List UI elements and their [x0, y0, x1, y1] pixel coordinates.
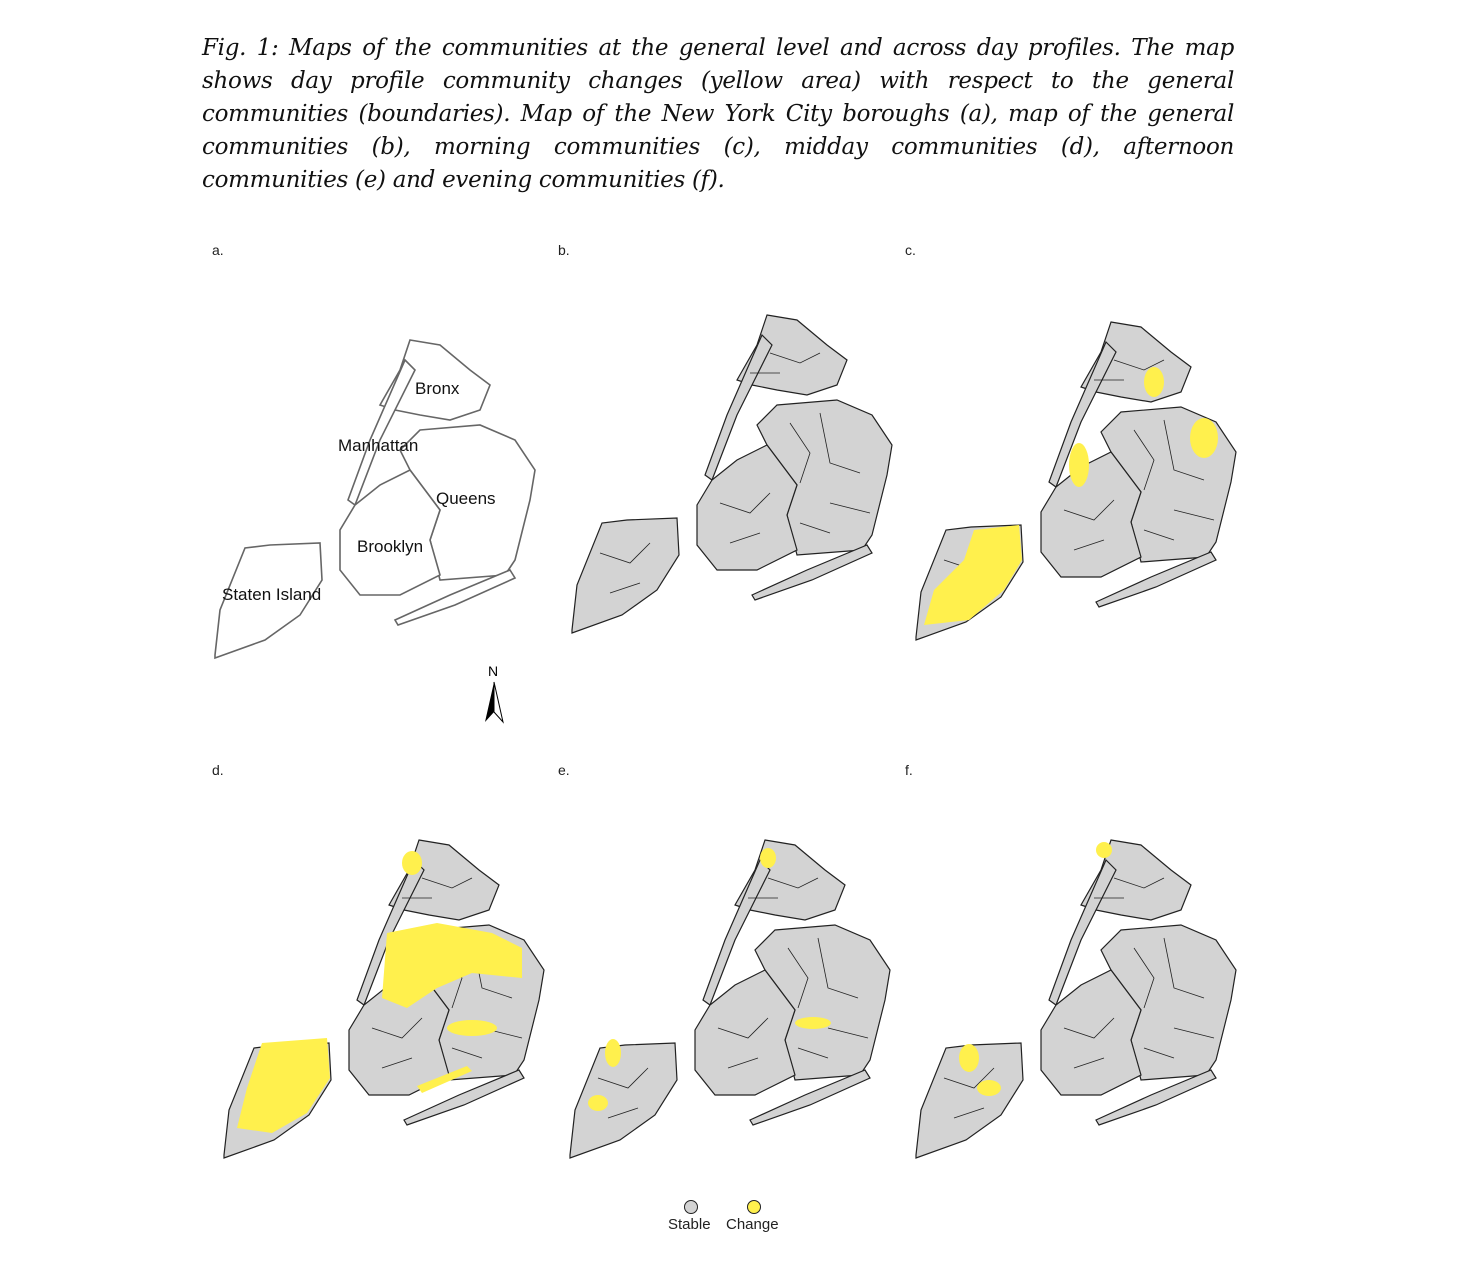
figure-caption: Fig. 1: Maps of the communities at the general level and across day profiles. The map shows day profile community changes (yellow area) with respect to the general communities (boundaries). Map of the New York City boroughs (a), map of the general communities (b), morning communities (c), midday communities (d), afternoon communities (e) and evening communities (f). — [202, 35, 1234, 193]
stable-swatch-icon — [684, 1200, 698, 1214]
map-boroughs — [215, 340, 535, 658]
north-arrow — [485, 663, 503, 722]
panel-label-f: f. — [905, 762, 913, 778]
label-staten-island: Staten Island — [222, 585, 322, 604]
label-brooklyn: Brooklyn — [357, 537, 424, 556]
panel-label-c: c. — [905, 242, 916, 258]
map-midday-communities — [224, 840, 544, 1158]
panel-label-e: e. — [558, 762, 570, 778]
label-bronx: Bronx — [415, 379, 460, 398]
legend — [660, 1198, 800, 1238]
label-queens: Queens — [436, 489, 496, 508]
north-label: N — [488, 663, 499, 679]
panel-label-a: a. — [212, 242, 224, 258]
panel-label-d: d. — [212, 762, 224, 778]
panel-label-b: b. — [558, 242, 570, 258]
change-swatch-icon — [747, 1200, 761, 1214]
map-general-communities — [572, 315, 892, 633]
map-morning-communities — [916, 322, 1236, 640]
map-evening-communities — [916, 840, 1236, 1158]
map-afternoon-communities — [570, 840, 890, 1158]
legend-change: Change — [726, 1216, 779, 1233]
legend-stable: Stable — [668, 1216, 711, 1233]
label-manhattan: Manhattan — [338, 436, 419, 455]
